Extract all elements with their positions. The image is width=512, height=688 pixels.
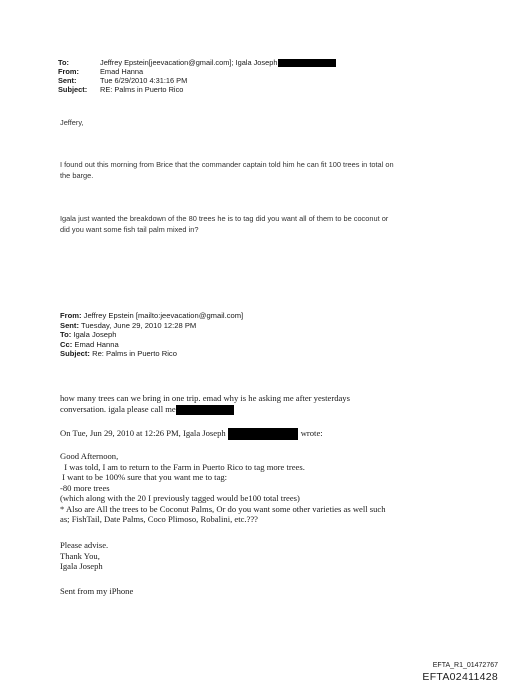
reply-para1-line1: I found out this morning from Brice that the commander captain told him he can fit 100 trees in total on: [60, 160, 394, 169]
igala-msg-line-7: as; FishTail, Date Palms, Coco Plimoso, Robalini, etc.???: [60, 514, 258, 524]
quoted-sent-label: Sent:: [60, 320, 79, 330]
reply-paragraph-1: [60, 159, 394, 181]
epstein-msg-line-2-text: conversation. igala please call me: [60, 403, 176, 414]
redaction-box: [176, 405, 234, 415]
bates-number-small: EFTA_R1_01472767: [432, 662, 498, 669]
igala-msg-line-4: -80 more trees: [60, 482, 110, 493]
igala-msg-line-2: I was told, I am to return to the Farm in Puerto Rico to tag more trees.: [60, 461, 305, 472]
header-subject-value: RE: Palms in Puerto Rico: [100, 85, 184, 94]
quoted-subject-row: [60, 349, 177, 359]
redaction-box: [278, 59, 336, 67]
quoted-subject-value: Re: Palms in Puerto Rico: [92, 349, 177, 358]
redaction-box: [228, 428, 298, 440]
reply-para2-line2: did you want some fish tail palm mixed in?: [60, 225, 199, 234]
header-subject-label: Subject:: [58, 85, 88, 94]
on-wrote-prefix: On Tue, Jun 29, 2010 at 12:26 PM, Igala Joseph: [60, 428, 226, 438]
header-sent-row: [58, 76, 187, 85]
igala-msg-line-6: * Also are All the trees to be Coconut Palms, Or do you want some other varieties as well such: [60, 503, 386, 514]
quoted-cc-label: Cc:: [60, 339, 73, 349]
header-to-label: To:: [58, 58, 69, 67]
on-wrote-line: [60, 428, 323, 440]
bates-number-large: EFTA02411428: [422, 671, 498, 683]
on-wrote-suffix: wrote:: [300, 428, 323, 438]
igala-msg-line-9: Thank You,: [60, 550, 100, 561]
quoted-cc-row: [60, 340, 119, 350]
igala-msg-line-1: Good Afternoon,: [60, 451, 119, 461]
header-to-row: [58, 58, 336, 67]
quoted-subject-label: Subject:: [60, 349, 90, 358]
reply-paragraph-2: [60, 213, 388, 235]
quoted-sent-row: [60, 321, 196, 331]
quoted-from-label: From:: [60, 311, 82, 320]
header-sent-label: Sent:: [58, 76, 77, 85]
igala-msg-line-10: Igala Joseph: [60, 561, 103, 571]
header-from-value: Emad Hanna: [100, 67, 144, 76]
igala-msg-line-8: Please advise.: [60, 540, 109, 550]
quoted-cc-value: Emad Hanna: [74, 339, 119, 349]
igala-msg-line-5: (which along with the 20 I previously tagged would be100 total trees): [60, 493, 300, 503]
header-from-row: [58, 67, 143, 76]
header-from-label: From:: [58, 67, 79, 76]
quoted-sent-value: Tuesday, June 29, 2010 12:28 PM: [80, 320, 197, 330]
quoted-to-value: Igala Joseph: [73, 330, 117, 339]
quoted-to-row: [60, 330, 116, 340]
header-subject-row: [58, 85, 183, 94]
reply-para1-line2: the barge.: [60, 171, 94, 180]
reply-greeting: Jeffery,: [60, 118, 84, 127]
igala-msg-line-3: I want to be 100% sure that you want me to tag:: [60, 472, 228, 482]
epstein-msg-line-1: how many trees can we bring in one trip. emad why is he asking me after yesterdays: [60, 393, 350, 403]
quoted-from-row: [60, 311, 243, 321]
quoted-from-value: Jeffrey Epstein [mailto:jeevacation@gmail.com]: [83, 311, 244, 320]
reply-para2-line1: Igala just wanted the breakdown of the 80 trees he is to tag did you want all of them to be coconut or: [60, 214, 389, 223]
header-sent-value: Tue 6/29/2010 4:31:16 PM: [100, 76, 188, 85]
header-to-value: Jeffrey Epstein[jeevacation@gmail.com]; Igala Joseph: [100, 58, 278, 67]
epstein-msg-line-2: [60, 404, 234, 415]
igala-msg-line-11: Sent from my iPhone: [60, 586, 134, 596]
quoted-to-label: To:: [60, 330, 72, 339]
